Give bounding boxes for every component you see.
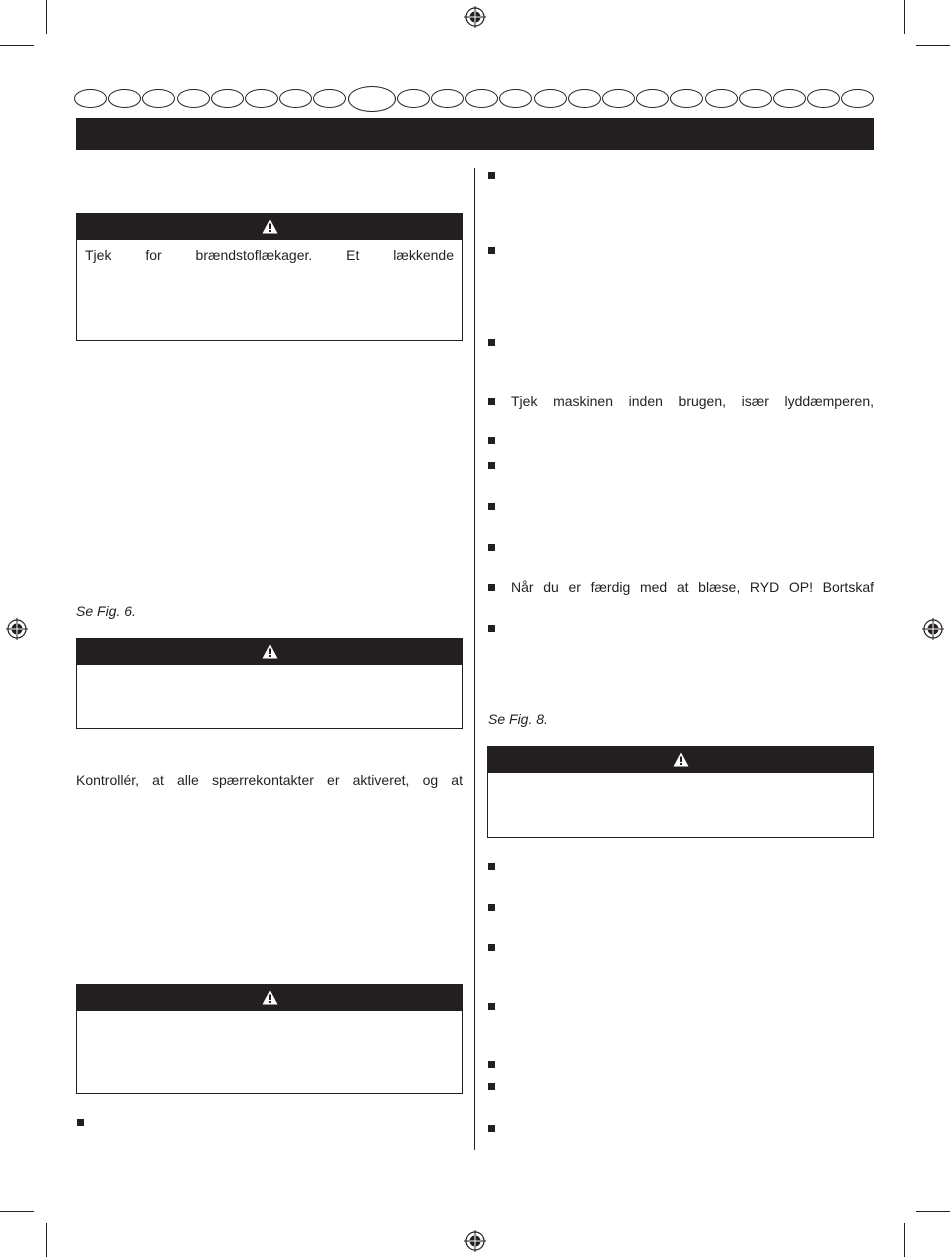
language-tab [568, 89, 601, 108]
bullet-text: Tjek maskinen inden brugen, især lyddæmperen, [511, 393, 874, 409]
warning-box [76, 213, 463, 341]
language-tab [74, 89, 107, 108]
language-tab [177, 89, 210, 108]
bullet-square-icon [488, 944, 495, 951]
crop-mark [904, 0, 905, 34]
bullet-square-icon [488, 398, 495, 405]
section-header-bar [76, 118, 874, 150]
crop-mark [916, 45, 950, 46]
language-tab [465, 89, 498, 108]
warning-header [77, 639, 462, 665]
language-tab [397, 89, 430, 108]
language-tabs [74, 86, 874, 112]
language-tab [211, 89, 244, 108]
language-tab [636, 89, 669, 108]
warning-text: Tjek for brændstoflækager. Et lækkende [85, 247, 454, 263]
bullet-square-icon [488, 904, 495, 911]
language-tab [245, 89, 278, 108]
language-tab [431, 89, 464, 108]
registration-mark-icon [922, 618, 944, 640]
crop-mark [916, 1211, 950, 1212]
language-tab [142, 89, 175, 108]
language-tab [108, 89, 141, 108]
warning-text [77, 1011, 462, 1023]
bullet-square-icon [488, 544, 495, 551]
bullet-square-icon [488, 1003, 495, 1010]
warning-text [77, 665, 462, 677]
bullet-square-icon [488, 172, 495, 179]
warning-triangle-icon [262, 644, 278, 659]
warning-header [488, 747, 873, 773]
bullet-square-icon [488, 462, 495, 469]
crop-mark [904, 1223, 905, 1257]
warning-header [77, 985, 462, 1011]
warning-text [488, 773, 873, 785]
language-tab [602, 89, 635, 108]
bullet-square-icon [488, 247, 495, 254]
crop-mark [0, 45, 34, 46]
bullet-square-icon [488, 437, 495, 444]
warning-box [76, 984, 463, 1094]
registration-mark-icon [464, 1230, 486, 1252]
warning-triangle-icon [262, 990, 278, 1005]
language-tab [313, 89, 346, 108]
warning-header [77, 214, 462, 240]
column-divider [474, 168, 475, 1150]
language-tab [670, 89, 703, 108]
bullet-square-icon [77, 1119, 84, 1126]
bullet-square-icon [488, 1083, 495, 1090]
language-tab-active [348, 86, 396, 112]
crop-mark [46, 1223, 47, 1257]
bullet-square-icon [488, 1061, 495, 1068]
crop-mark [0, 1211, 34, 1212]
bullet-square-icon [488, 584, 495, 591]
crop-mark [46, 0, 47, 34]
warning-triangle-icon [673, 752, 689, 767]
bullet-text: Når du er færdig med at blæse, RYD OP! Bortskaf [511, 579, 874, 595]
bullet-square-icon [488, 1125, 495, 1132]
warning-box [487, 746, 874, 838]
language-tab [534, 89, 567, 108]
bullet-square-icon [488, 625, 495, 632]
language-tab [739, 89, 772, 108]
figure-reference: Se Fig. 8. [488, 711, 548, 727]
language-tab [773, 89, 806, 108]
registration-mark-icon [6, 618, 28, 640]
bullet-square-icon [488, 339, 495, 346]
language-tab [705, 89, 738, 108]
language-tab [499, 89, 532, 108]
bullet-square-icon [488, 503, 495, 510]
body-paragraph: Kontrollér, at alle spærrekontakter er aktiveret, og at [76, 772, 463, 788]
language-tab [807, 89, 840, 108]
warning-box [76, 638, 463, 729]
registration-mark-icon [464, 6, 486, 28]
warning-triangle-icon [262, 219, 278, 234]
language-tab [841, 89, 874, 108]
bullet-square-icon [488, 863, 495, 870]
figure-reference: Se Fig. 6. [76, 603, 136, 619]
language-tab [279, 89, 312, 108]
